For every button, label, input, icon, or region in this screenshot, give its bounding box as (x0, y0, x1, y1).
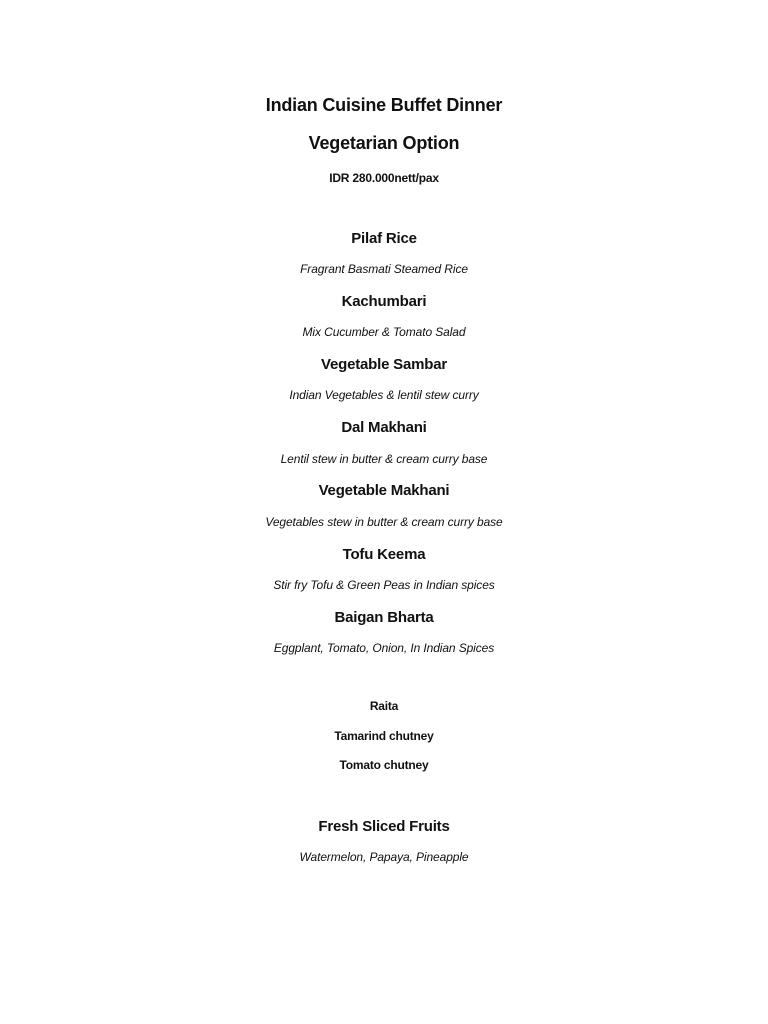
dish-description: Eggplant, Tomato, Onion, In Indian Spices (273, 641, 495, 655)
dish-description: Mix Cucumber & Tomato Salad (302, 325, 466, 339)
menu-subtitle: Vegetarian Option (308, 133, 460, 153)
dish-name: Kachumbari (341, 293, 427, 310)
dish-description: Indian Vegetables & lentil stew curry (289, 388, 479, 402)
dish-description: Stir fry Tofu & Green Peas in Indian spices (273, 578, 495, 592)
dish-name: Dal Makhani (341, 419, 427, 436)
menu-title: Indian Cuisine Buffet Dinner (265, 95, 503, 115)
condiment-item: Tamarind chutney (334, 729, 434, 743)
dish-name: Vegetable Makhani (318, 482, 450, 499)
condiment-item: Tomato chutney (339, 758, 429, 772)
dish-name: Tofu Keema (342, 546, 426, 563)
dish-name: Baigan Bharta (334, 609, 434, 626)
menu-price: IDR 280.000nett/pax (329, 171, 439, 185)
dessert-description: Watermelon, Papaya, Pineapple (299, 850, 469, 864)
dish-description: Vegetables stew in butter & cream curry base (265, 515, 503, 529)
dish-description: Fragrant Basmati Steamed Rice (300, 262, 468, 276)
dessert-name: Fresh Sliced Fruits (318, 818, 450, 835)
dish-name: Pilaf Rice (351, 230, 417, 247)
dish-name: Vegetable Sambar (320, 356, 448, 373)
condiment-item: Raita (369, 699, 399, 713)
dish-description: Lentil stew in butter & cream curry base (280, 452, 488, 466)
